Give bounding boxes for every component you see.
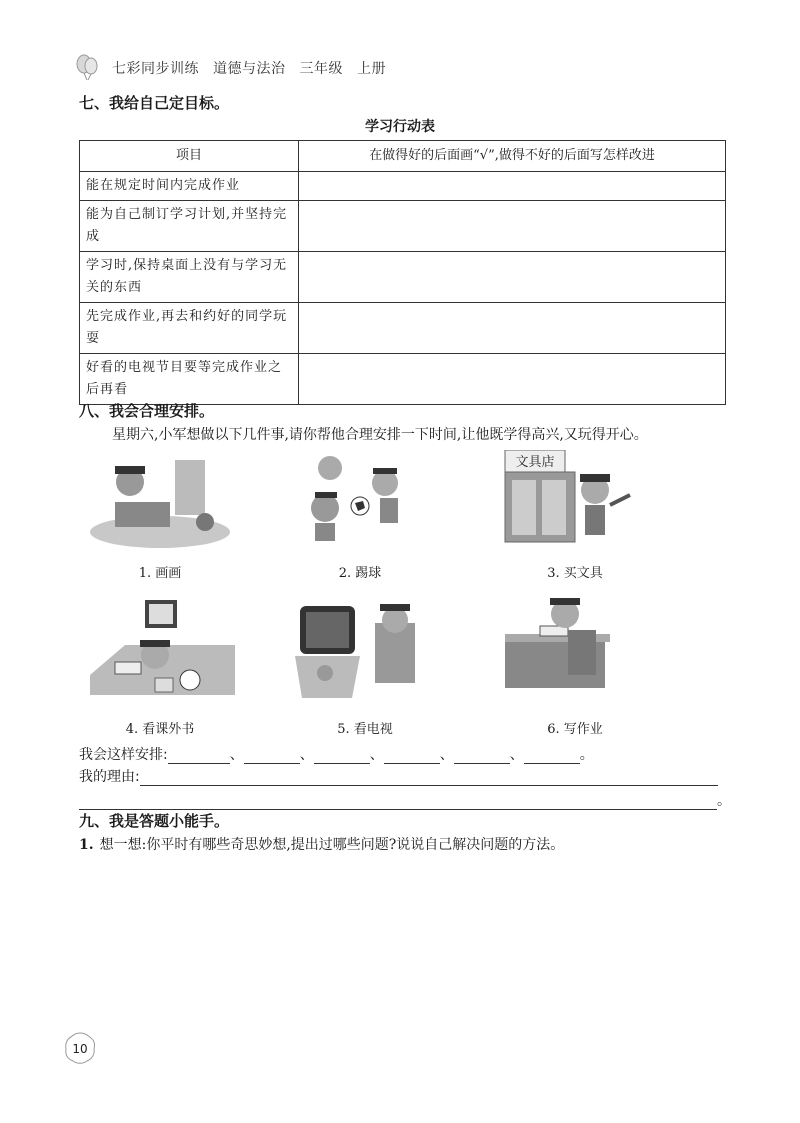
header-term: 上册	[357, 61, 386, 77]
question-number: 1.	[79, 837, 94, 853]
activity-caption-4: 4. 看课外书	[125, 722, 195, 737]
table-header-row	[80, 141, 726, 172]
arrange-blank[interactable]	[524, 745, 580, 764]
reason-label: 我的理由:	[79, 769, 140, 785]
drawing-illustration	[85, 452, 235, 552]
section8-intro: 星期六,小军想做以下几件事,请你帮他合理安排一下时间,让他既学得高兴,又玩得开心。	[112, 427, 648, 443]
watching-tv-illustration	[290, 598, 440, 698]
end-mark: 。	[717, 793, 731, 809]
column-header-evaluation: 在做得好的后面画“√”,做得不好的后面写怎样改进	[299, 141, 726, 172]
stationery-store-illustration	[500, 450, 650, 550]
table-row	[80, 303, 726, 354]
store-sign: 文具店	[515, 455, 555, 470]
header-series: 七彩同步训练	[112, 61, 199, 77]
homework-illustration	[500, 598, 650, 698]
page-number: 10	[72, 1042, 88, 1056]
separator: 、	[509, 747, 524, 763]
arrange-blank[interactable]	[384, 745, 440, 764]
arrange-blank[interactable]	[244, 745, 300, 764]
row-item: 好看的电视节目要等完成作业之后再看	[80, 354, 299, 405]
separator: 、	[439, 747, 454, 763]
row-item: 学习时,保持桌面上没有与学习无关的东西	[80, 252, 299, 303]
column-header-item: 项目	[80, 141, 299, 172]
answer-cell[interactable]	[299, 303, 726, 354]
reason-blank-2[interactable]	[79, 791, 717, 810]
action-table	[79, 140, 726, 405]
balloon-logo-icon	[74, 54, 102, 82]
question-1	[79, 834, 564, 854]
section9-title: 九、我是答题小能手。	[79, 812, 230, 830]
answer-cell[interactable]	[299, 252, 726, 303]
separator: 、	[299, 747, 314, 763]
end-mark: 。	[579, 747, 594, 763]
arrange-blank[interactable]	[314, 745, 370, 764]
header-subject: 道德与法治	[213, 61, 286, 77]
arrange-label: 我会这样安排:	[79, 747, 168, 763]
page-number-badge	[62, 1030, 98, 1066]
table-caption: 学习行动表	[365, 119, 435, 135]
row-item: 能在规定时间内完成作业	[80, 172, 299, 201]
answer-cell[interactable]	[299, 201, 726, 252]
reason-row	[79, 766, 718, 786]
activity-caption-2: 2. 踢球	[338, 566, 382, 581]
reading-illustration	[85, 600, 235, 700]
separator: 、	[369, 747, 384, 763]
header-grade: 三年级	[299, 61, 343, 77]
answer-cell[interactable]	[299, 172, 726, 201]
arrangement-row	[79, 744, 594, 764]
table-row	[80, 172, 726, 201]
answer-cell[interactable]	[299, 354, 726, 405]
reason-row-2	[79, 790, 731, 810]
arrange-blank[interactable]	[454, 745, 510, 764]
reason-blank[interactable]	[140, 767, 718, 786]
table-row	[80, 354, 726, 405]
section7-title: 七、我给自己定目标。	[79, 94, 230, 112]
row-item: 能为自己制订学习计划,并坚持完成	[80, 201, 299, 252]
arrange-blank[interactable]	[168, 745, 230, 764]
activity-caption-5: 5. 看电视	[337, 722, 393, 737]
table-row	[80, 252, 726, 303]
activity-caption-1: 1. 画画	[138, 566, 182, 581]
soccer-illustration	[285, 448, 435, 548]
activity-caption-6: 6. 写作业	[547, 722, 603, 737]
separator: 、	[229, 747, 244, 763]
question-text: 想一想:你平时有哪些奇思妙想,提出过哪些问题?说说自己解决问题的方法。	[99, 837, 565, 853]
page-header	[74, 54, 386, 82]
activity-caption-3: 3. 买文具	[547, 566, 603, 581]
section8-title: 八、我会合理安排。	[79, 402, 215, 420]
row-item: 先完成作业,再去和约好的同学玩耍	[80, 303, 299, 354]
table-row	[80, 201, 726, 252]
